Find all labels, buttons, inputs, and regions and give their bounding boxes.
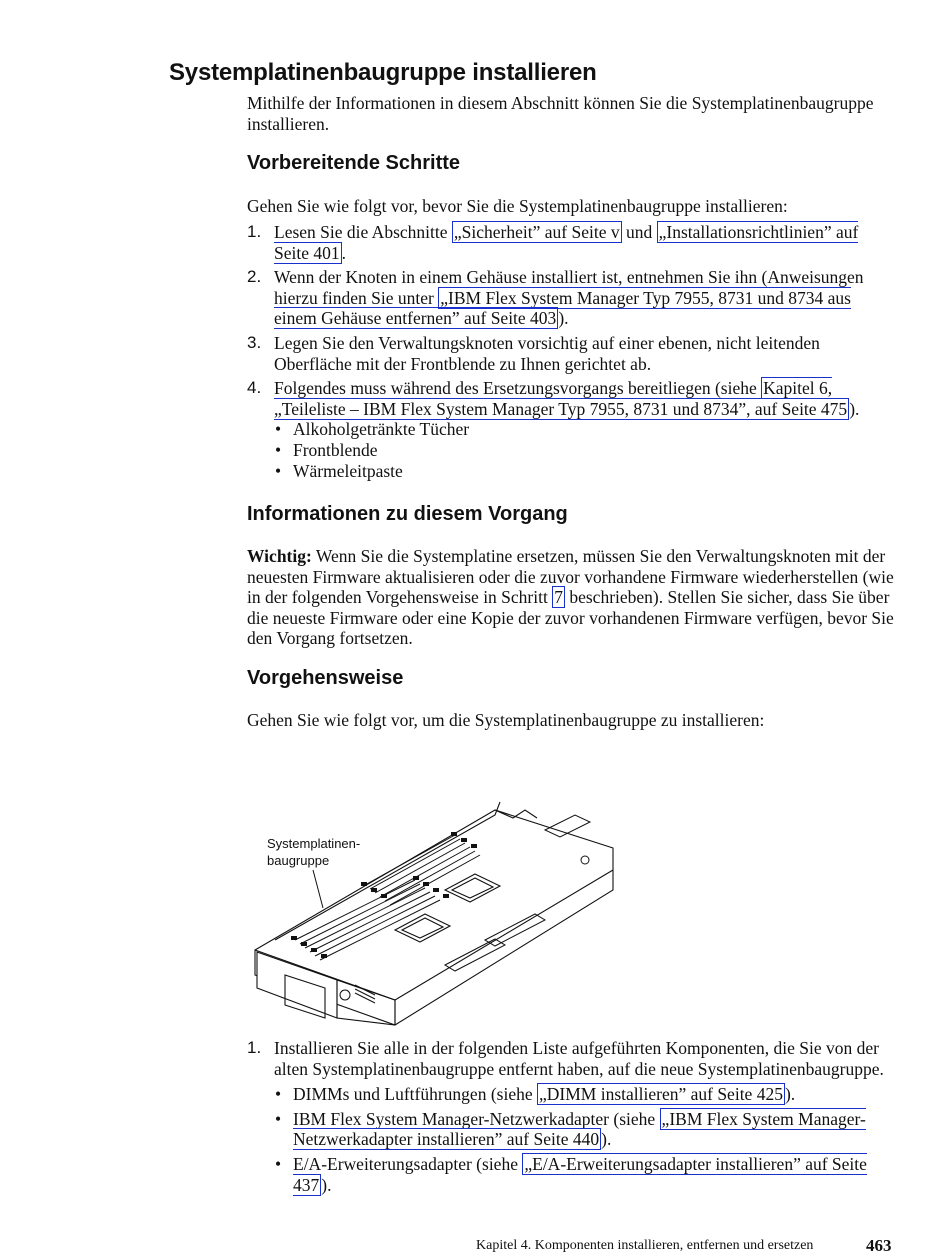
info-paragraph (247, 546, 895, 649)
figure-label-line-1: Systemplatinen- (267, 836, 361, 851)
components-list (274, 1084, 895, 1195)
step-text: Legen Sie den Verwaltungsknoten vorsichtig auf einer ebenen, nicht leitenden Oberfläche mit der Frontblende zu Ihnen gerichtet ab. (274, 332, 820, 374)
link-teileliste[interactable]: Kapitel 6, „Teileliste – IBM Flex System Manager Typ 7955, 8731 und 8734”, auf Seite 475 (274, 378, 848, 419)
step-text: Wenn der Knoten in einem Gehäuse installiert ist, entnehmen Sie ihn (Anweisungen hierzu finden Sie unter (274, 267, 864, 308)
figure-callout-line (313, 870, 323, 908)
heading-info: Informationen zu diesem Vorgang (247, 503, 568, 525)
link-sicherheit[interactable]: „Sicherheit” auf Seite v (453, 222, 620, 242)
link-netzwerkadapter[interactable]: „IBM Flex System Manager-Netzwerkadapter installieren” auf Seite 440 (293, 1108, 866, 1150)
step-number: 1. (247, 222, 262, 241)
link-step-7[interactable]: 7 (554, 587, 563, 608)
prep-steps (247, 222, 895, 485)
procedure-lead: Gehen Sie wie folgt vor, um die Systemplatinenbaugruppe zu installieren: (247, 710, 765, 730)
list-item: • Wärmeleitpaste (274, 461, 895, 482)
list-item (274, 1154, 895, 1195)
step-number: 1. (247, 1038, 262, 1057)
item-text: IBM Flex System Manager-Netzwerkadapter (siehe (293, 1108, 660, 1129)
step-text: ). (849, 398, 860, 419)
step-number: 4. (247, 378, 262, 398)
prep-step-2 (247, 267, 895, 329)
intro-paragraph: Mithilfe der Informationen in diesem Abschnitt können Sie die Systemplatinenbaugruppe installieren. (247, 93, 874, 134)
procedure-steps (247, 1038, 895, 1199)
page-title: Systemplatinenbaugruppe installieren (169, 59, 597, 86)
materials-list (274, 419, 895, 481)
item-text: ). (784, 1084, 796, 1105)
link-dimm-installieren[interactable]: „DIMM installieren” auf Seite 425 (538, 1084, 783, 1105)
info-text: Wenn Sie die Systemplatine ersetzen, müssen Sie den Verwaltungsknoten mit der neuesten Firmware aktualisieren oder die zuvor vorhandene Firmware wiederherstellen (wie in der folgenden Vorgehensweise in Schritt (247, 546, 894, 608)
step-text: Folgendes muss während des Ersetzungsvorgangs bereitliegen (siehe (274, 378, 762, 399)
prep-lead: Gehen Sie wie folgt vor, bevor Sie die Systemplatinenbaugruppe installieren: (247, 196, 788, 216)
link-ea-erweiterungsadapter[interactable]: „E/A-Erweiterungsadapter installieren” auf Seite 437 (293, 1153, 867, 1195)
list-item (274, 1084, 895, 1105)
list-item (274, 1109, 895, 1150)
info-text: beschrieben). Stellen Sie sicher, dass Sie über die neueste Firmware oder eine Kopie der zuvor vorhandenen Firmware verfügen, bevor Sie den Vorgang fortsetzen. (247, 587, 894, 649)
prep-step-4 (247, 378, 895, 481)
system-board-figure (245, 790, 625, 1035)
prep-step-1 (247, 222, 895, 263)
important-label: Wichtig: (247, 546, 312, 566)
step-text: . (341, 242, 346, 263)
step-text: Lesen Sie die Abschnitte (274, 222, 452, 242)
item-text: E/A-Erweiterungsadapter (siehe (293, 1153, 523, 1174)
figure-label-line-2: baugruppe (267, 853, 330, 868)
page-number: 463 (866, 1236, 892, 1255)
step-text: ). (558, 308, 569, 329)
board-connectors (340, 790, 590, 1003)
running-footer: Kapitel 4. Komponenten installieren, entfernen und ersetzen (476, 1238, 814, 1253)
prep-step-3 (247, 333, 895, 374)
list-item: • Alkoholgetränkte Tücher (274, 419, 895, 440)
link-installationsrichtlinien[interactable]: „Installationsrichtlinien” auf Seite 401 (274, 222, 859, 263)
item-text: DIMMs und Luftführungen (siehe (293, 1084, 537, 1105)
system-board-illustration (245, 790, 625, 1035)
step-text: Installieren Sie alle in der folgenden Liste aufgeführten Komponenten, die Sie von der alten Systemplatinenbaugruppe entfernt haben, auf die neue Systemplatinenbaugruppe. (274, 1038, 884, 1079)
list-item: • Frontblende (274, 440, 895, 461)
step-text: und (621, 222, 657, 242)
link-gehaeuse-entfernen[interactable]: „IBM Flex System Manager Typ 7955, 8731 und 8734 aus einem Gehäuse entfernen” auf Seite 403 (274, 287, 851, 329)
item-text: ). (601, 1129, 612, 1150)
step-number: 3. (247, 332, 262, 352)
heading-procedure: Vorgehensweise (247, 667, 404, 689)
procedure-step-1 (247, 1038, 895, 1195)
step-number: 2. (247, 267, 262, 287)
heading-prep: Vorbereitende Schritte (247, 152, 461, 174)
item-text: ). (321, 1174, 332, 1195)
